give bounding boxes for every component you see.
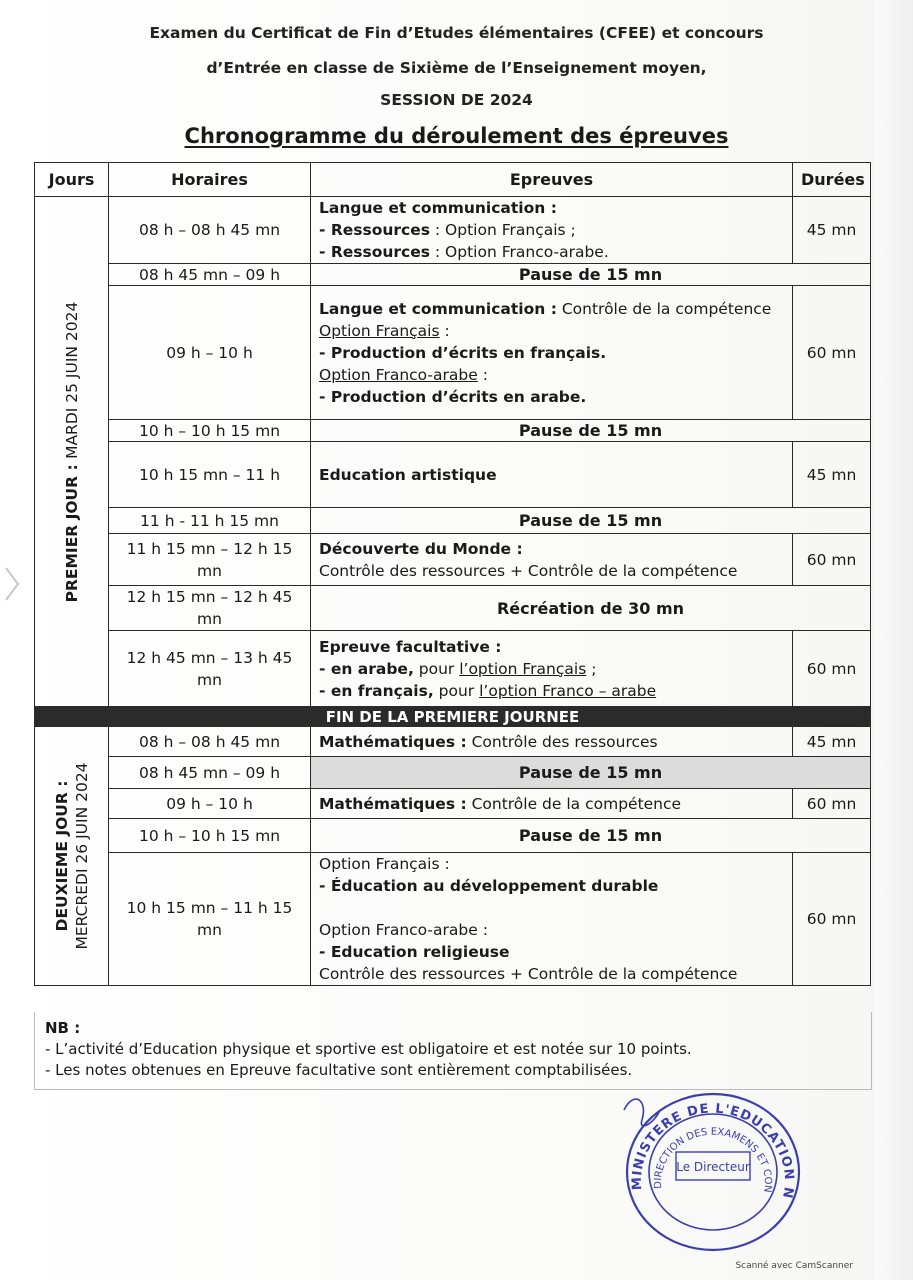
epreuve-cell: Option Français : - Éducation au développement durable Option Franco-arabe : - Education religieuse Contrôle des ressources + Contrôle de la compétence — [311, 853, 793, 986]
pause-cell: Pause de 15 mn — [311, 264, 871, 286]
time-cell: 10 h – 10 h 15 mn — [109, 819, 311, 853]
time-cell: 10 h – 10 h 15 mn — [109, 420, 311, 442]
svg-text:Le Directeur: Le Directeur — [676, 1160, 750, 1174]
pause-cell: Pause de 15 mn — [311, 420, 871, 442]
header-line-2: d’Entrée en classe de Sixième de l’Enseignement moyen, — [206, 59, 707, 77]
end-of-day-row — [35, 707, 871, 727]
table-row — [35, 534, 871, 586]
time-cell: 08 h 45 mn – 09 h — [109, 264, 311, 286]
time-cell: 12 h 15 mn – 12 h 45 mn — [109, 586, 311, 631]
schedule-table — [34, 162, 871, 986]
time-cell: 11 h 15 mn – 12 h 15 mn — [109, 534, 311, 586]
time-cell: 08 h 45 mn – 09 h — [109, 757, 311, 789]
table-row — [35, 442, 871, 508]
official-stamp — [614, 1080, 812, 1252]
page-edge-shadow — [875, 0, 913, 1280]
table-row — [35, 508, 871, 534]
time-cell: 10 h 15 mn – 11 h 15 mn — [109, 853, 311, 986]
time-cell: 08 h – 08 h 45 mn — [109, 197, 311, 264]
pause-cell: Pause de 15 mn — [311, 819, 871, 853]
recreation-cell: Récréation de 30 mn — [311, 586, 871, 631]
duration-cell: 60 mn — [793, 631, 871, 707]
col-header-epreuves: Epreuves — [311, 163, 793, 197]
duration-cell: 60 mn — [793, 286, 871, 420]
table-header-row — [35, 163, 871, 197]
nb-line-1: - L’activité d’Education physique et sportive est obligatoire et est notée sur 10 points. — [45, 1040, 692, 1058]
duration-cell: 60 mn — [793, 853, 871, 986]
epreuve-cell: Epreuve facultative : - en arabe, pour l’option Français ; - en français, pour l’option Franco – arabe — [311, 631, 793, 707]
day-2-label: DEUXIEME JOUR : MERCREDI 26 JUIN 2024 — [52, 762, 91, 950]
epreuve-cell: Education artistique — [311, 442, 793, 508]
col-header-horaires: Horaires — [109, 163, 311, 197]
table-row — [35, 789, 871, 819]
stamp-seal-icon — [614, 1080, 812, 1252]
nb-line-2: - Les notes obtenues en Epreuve facultative sont entièrement comptabilisées. — [45, 1061, 633, 1079]
camscanner-watermark: Scanné avec CamScanner — [735, 1261, 853, 1271]
table-row — [35, 819, 871, 853]
table-row — [35, 420, 871, 442]
time-cell: 12 h 45 mn – 13 h 45 mn — [109, 631, 311, 707]
table-row — [35, 631, 871, 707]
epreuve-cell: Mathématiques : Contrôle des ressources — [311, 727, 793, 757]
time-cell: 10 h 15 mn – 11 h — [109, 442, 311, 508]
time-cell: 09 h – 10 h — [109, 789, 311, 819]
pause-cell: Pause de 15 mn — [311, 508, 871, 534]
day-1-label: PREMIER JOUR : MARDI 25 JUIN 2024 — [62, 301, 81, 602]
duration-cell: 45 mn — [793, 727, 871, 757]
day-1-cell — [35, 197, 109, 707]
time-cell: 11 h - 11 h 15 mn — [109, 508, 311, 534]
col-header-jours: Jours — [35, 163, 109, 197]
svg-text:DIRECTION DES EXAMENS ET CONCO: DIRECTION DES EXAMENS ET CON — [652, 1126, 774, 1194]
header-line-1: Examen du Certificat de Fin d’Etudes élémentaires (CFEE) et concours — [149, 24, 764, 42]
end-of-day-label: FIN DE LA PREMIERE JOURNEE — [35, 707, 871, 727]
duration-cell: 45 mn — [793, 197, 871, 264]
epreuve-cell: Découverte du Monde : Contrôle des ressources + Contrôle de la compétence — [311, 534, 793, 586]
time-cell: 08 h – 08 h 45 mn — [109, 727, 311, 757]
header-session: SESSION DE 2024 — [380, 91, 533, 109]
time-cell: 09 h – 10 h — [109, 286, 311, 420]
nb-title: NB : — [45, 1019, 81, 1037]
table-row — [35, 727, 871, 757]
duration-cell: 60 mn — [793, 534, 871, 586]
epreuve-cell: Langue et communication : Contrôle de la compétence Option Français : - Production d’écrits en français. Option Franco-arabe : - Production d’écrits en arabe. — [311, 286, 793, 420]
table-row — [35, 264, 871, 286]
day-2-cell — [35, 727, 109, 986]
pause-cell: Pause de 15 mn — [311, 757, 871, 789]
table-row — [35, 853, 871, 986]
duration-cell: 45 mn — [793, 442, 871, 508]
svg-text:MINISTERE DE L'EDUCATION NATIO: MINISTERE DE L'EDUCATION N — [629, 1101, 797, 1201]
document-title: Chronogramme du déroulement des épreuves — [184, 124, 729, 148]
table-row — [35, 757, 871, 789]
epreuve-cell: Langue et communication : - Ressources : Option Français ; - Ressources : Option Franco-arabe. — [311, 197, 793, 264]
duration-cell: 60 mn — [793, 789, 871, 819]
table-row — [35, 197, 871, 264]
chevron-right-icon[interactable] — [0, 554, 26, 614]
table-row — [35, 586, 871, 631]
epreuve-cell: Mathématiques : Contrôle de la compétence — [311, 789, 793, 819]
col-header-durees: Durées — [793, 163, 871, 197]
table-row — [35, 286, 871, 420]
nb-notes — [34, 1012, 872, 1090]
